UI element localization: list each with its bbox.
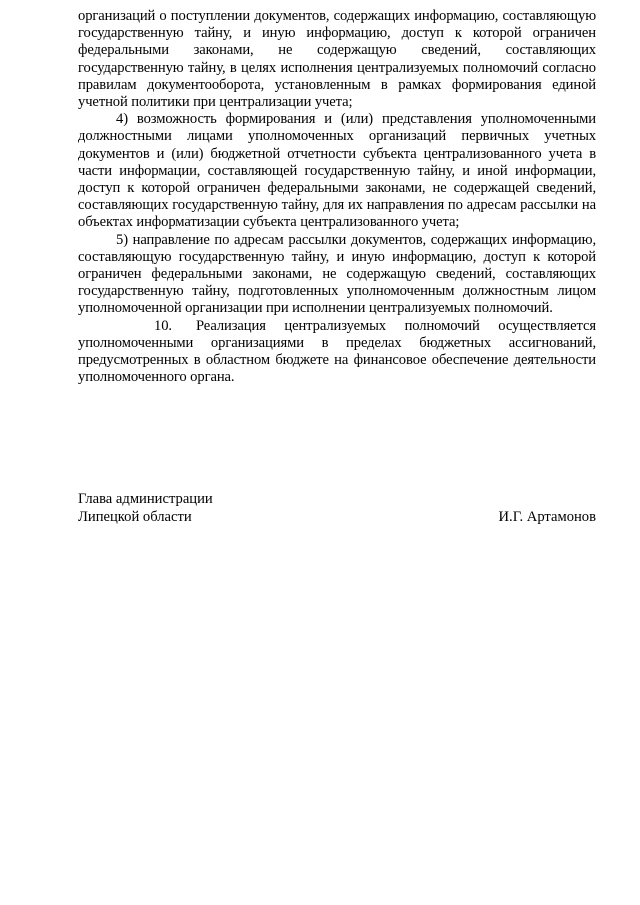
signature-row xyxy=(78,509,596,527)
paragraph-continuation: организаций о поступлении документов, содержащих информацию, составляющую государственную тайну, и иную информацию, доступ к которой ограничен федеральными законами, не содержащую сведений, составляющих государственную тайну, в целях исполнения централизуемых полномочий согласно правилам документооборота, установленным в рамках формирования единой учетной политики при централизации учета; xyxy=(78,8,596,111)
signatory-title-line2: Липецкой области xyxy=(78,508,192,525)
signature-block xyxy=(78,491,596,526)
signatory-title-line1: Глава администрации xyxy=(78,491,213,507)
paragraph-item-5: 5) направление по адресам рассылки документов, содержащих информацию, составляющую государственную тайну, и иную информацию, доступ к которой ограничен федеральными законами, не содержащую сведений, составляющих государственную тайну, подготовленных уполномоченным должностным лицом уполномоченной организации при исполнении централизуемых полномочий. xyxy=(78,231,596,317)
paragraph-item-4: 4) возможность формирования и (или) представления уполномоченными должностными лицами уполномоченных организаций первичных учетных документов и (или) бюджетной отчетности субъекта централизованного учета в части информации, составляющей государственную тайну, и иной информации, доступ к которой ограничен федеральными законами, не содержащей сведений, составляющих государственную тайну, для их направления по адресам рассылки на объектах информатизации субъекта централизованного учета; xyxy=(78,111,596,231)
paragraph-clause-10 xyxy=(78,318,596,387)
document-body xyxy=(78,8,596,386)
signatory-name: И.Г. Артамонов xyxy=(498,508,596,525)
clause-number: 10. xyxy=(154,317,172,334)
clause-text: Реализация централизуемых полномочий осуществляется уполномоченными организациями в пределах бюджетных ассигнований, предусмотренных в областном бюджете на финансовое обеспечение деятельности уполномоченного органа. xyxy=(78,317,596,386)
